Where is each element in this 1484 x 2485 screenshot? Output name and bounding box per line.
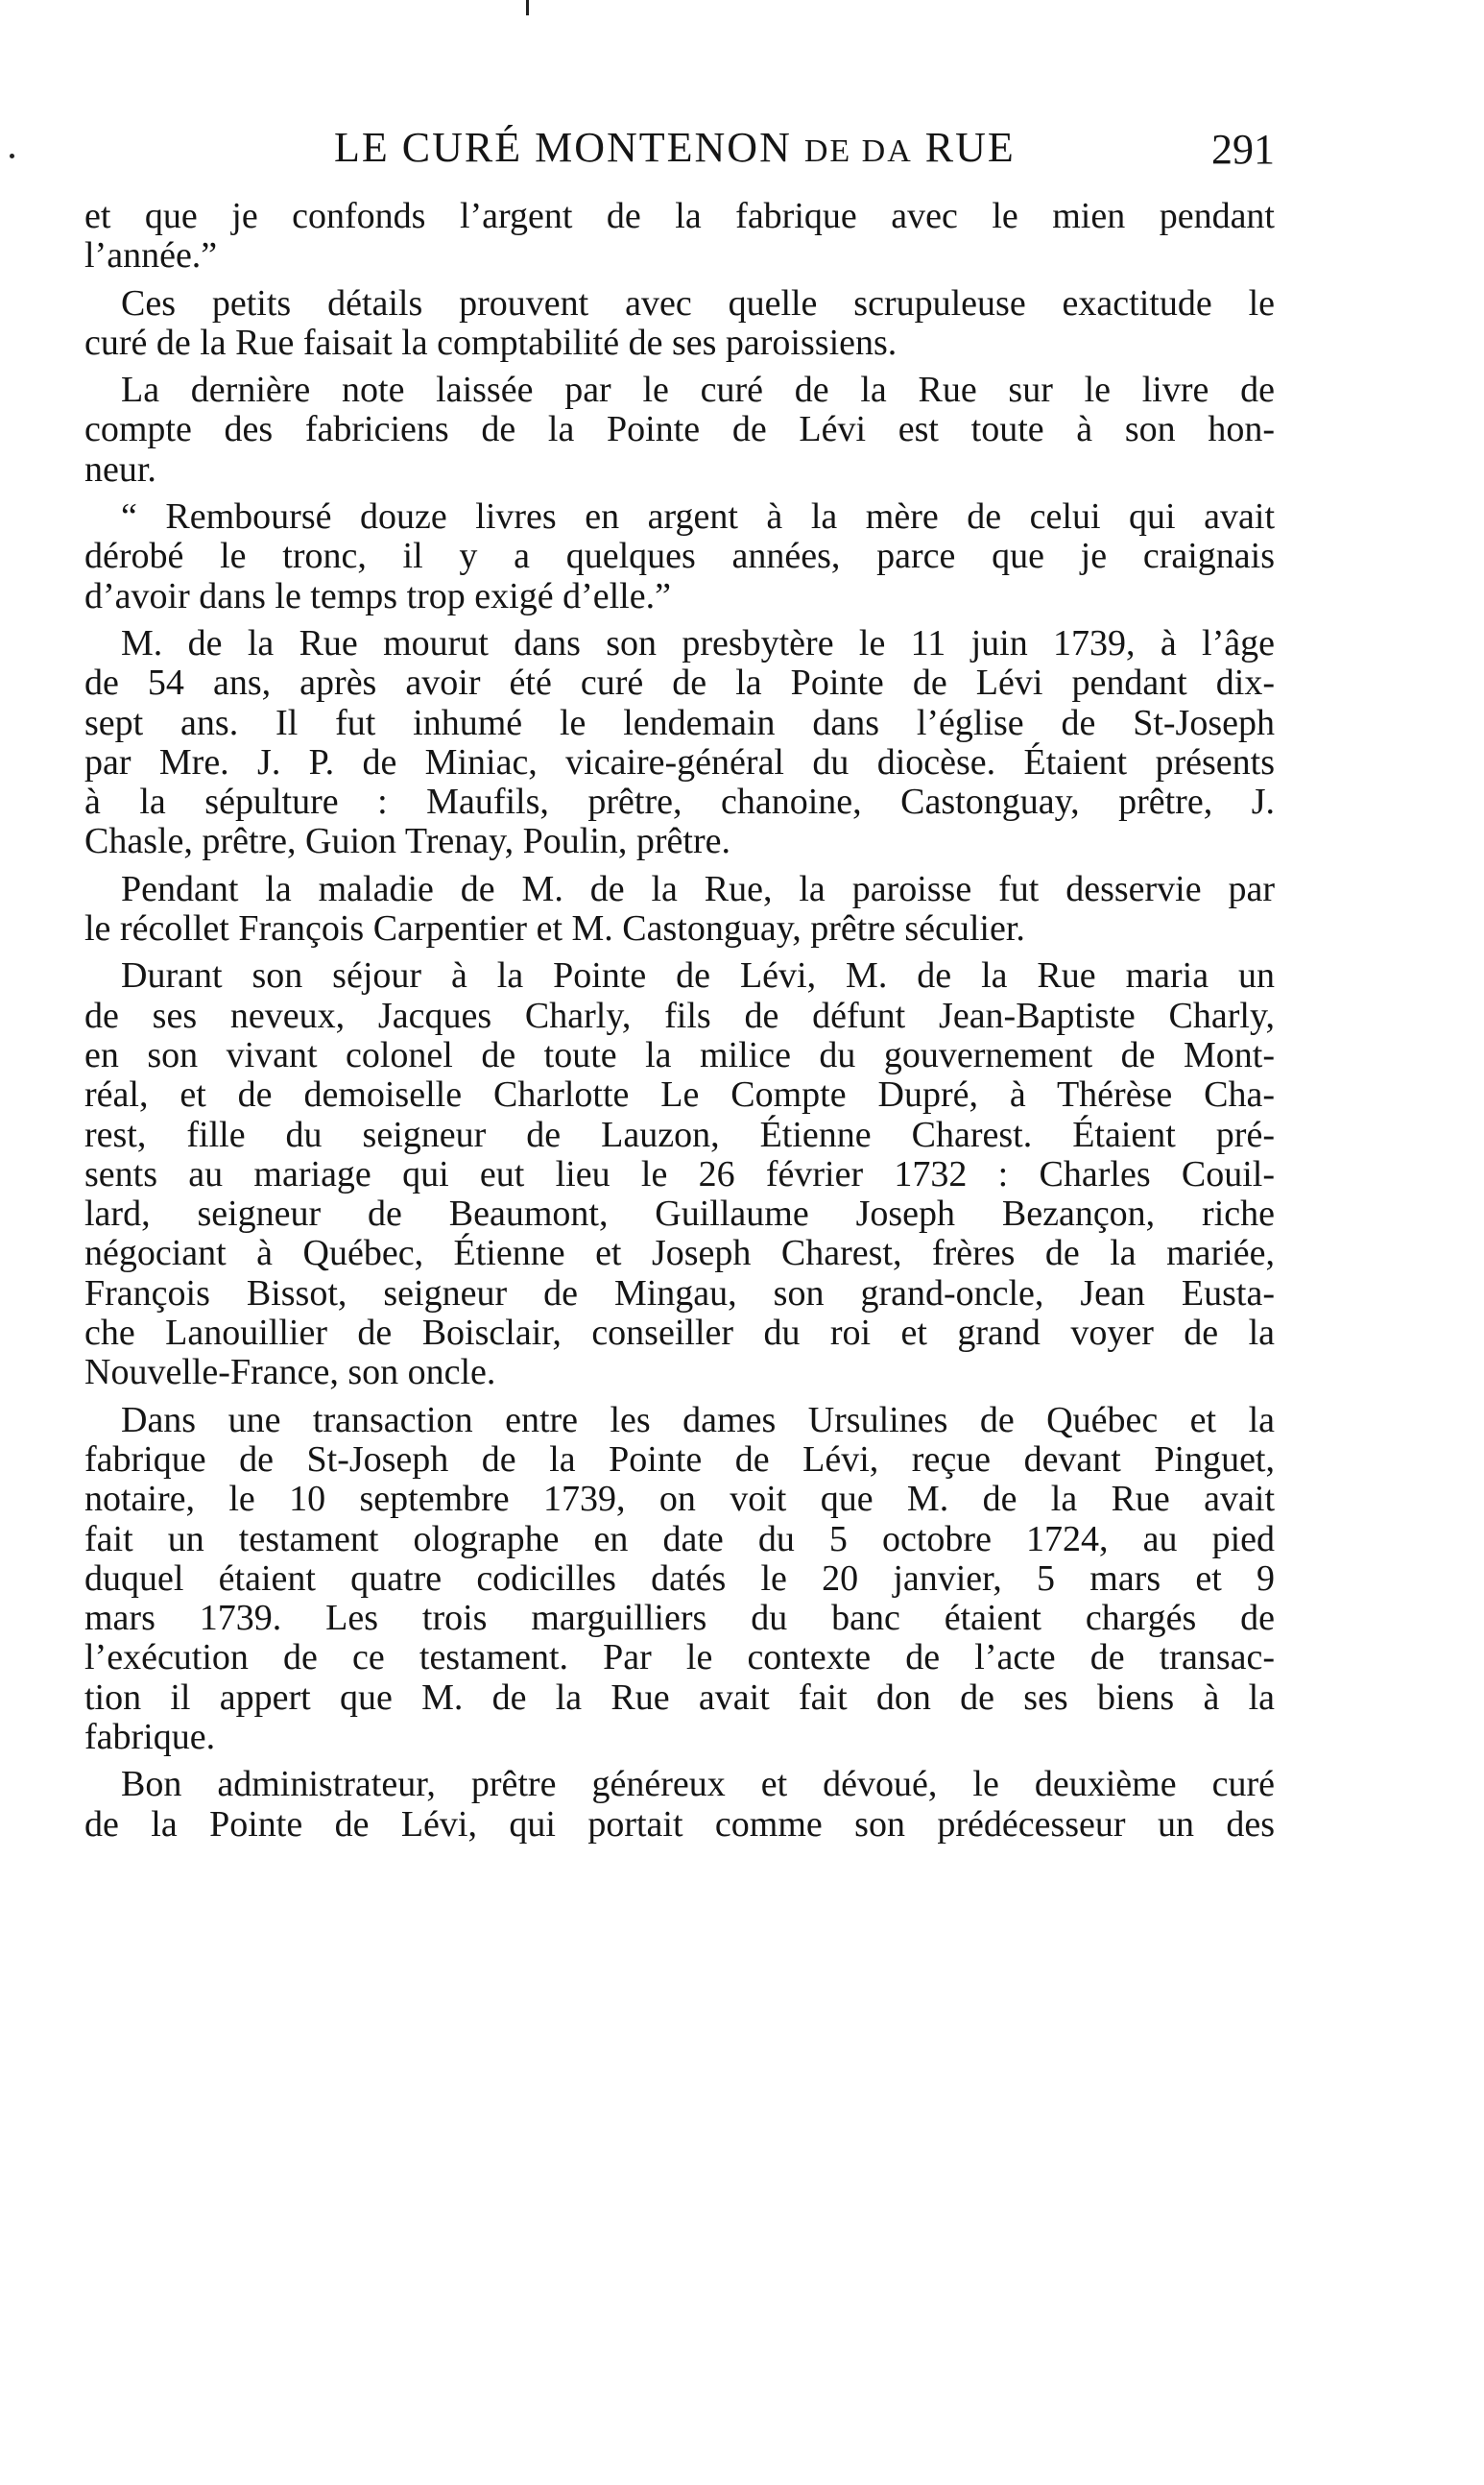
text-line: compte des fabriciens de la Pointe de Lévi est toute à son hon-	[84, 409, 1275, 450]
paragraph	[84, 197, 1275, 277]
text-line: fait un testament olographe en date du 5 octobre 1724, au pied	[84, 1518, 1275, 1559]
text-line: tion il appert que M. de la Rue avait fait don de ses biens à la	[84, 1677, 1275, 1718]
paragraph	[84, 497, 1275, 616]
text-line: “ Remboursé douze livres en argent à la mère de celui qui avait	[121, 496, 1275, 538]
text-line: Ces petits détails prouvent avec quelle scrupuleuse exactitude le	[121, 282, 1275, 324]
text-line: négociant à Québec, Étienne et Joseph Charest, frères de la mariée,	[84, 1233, 1275, 1274]
text-line: Bon administrateur, prêtre généreux et dévoué, le deuxième curé	[121, 1764, 1275, 1805]
running-title-end: RUE	[924, 124, 1016, 171]
text-line: le récollet François Carpentier et M. Castonguay, prêtre séculier.	[84, 908, 1025, 950]
paragraph	[84, 1401, 1275, 1758]
text-line: fabrique.	[84, 1716, 216, 1757]
text-line: notaire, le 10 septembre 1739, on voit que M. de la Rue avait	[84, 1479, 1275, 1520]
text-line: de 54 ans, après avoir été curé de la Pointe de Lévi pendant dix-	[84, 663, 1275, 704]
margin-dot	[10, 154, 14, 158]
text-line: neur.	[84, 448, 156, 490]
text-line: l’exécution de ce testament. Par le contexte de l’acte de transac-	[84, 1637, 1275, 1678]
text-line: Chasle, prêtre, Guion Trenay, Poulin, prêtre.	[84, 821, 730, 862]
running-head	[84, 123, 1275, 181]
text-line: Durant son séjour à la Pointe de Lévi, M. de la Rue maria un	[121, 955, 1275, 997]
paragraph	[84, 284, 1275, 364]
text-line: mars 1739. Les trois marguilliers du banc étaient chargés de	[84, 1598, 1275, 1639]
text-line: sept ans. Il fut inhumé le lendemain dans l’église de St-Joseph	[84, 702, 1275, 743]
text-line: Dans une transaction entre les dames Ursulines de Québec et la	[121, 1399, 1275, 1440]
text-line: La dernière note laissée par le curé de la Rue sur le livre de	[121, 370, 1275, 411]
text-line: l’année.”	[84, 235, 218, 277]
paragraph	[84, 956, 1275, 1392]
text-line: de la Pointe de Lévi, qui portait comme son prédécesseur un des	[84, 1803, 1275, 1845]
paragraph	[84, 870, 1275, 950]
paragraph	[84, 371, 1275, 490]
paragraph	[84, 624, 1275, 862]
text-line: dérobé le tronc, il y a quelques années, parce que je craignais	[84, 536, 1275, 577]
text-line: sents au mariage qui eut lieu le 26 février 1732 : Charles Couil-	[84, 1153, 1275, 1194]
running-title	[334, 123, 1016, 172]
text-line: à la sépulture : Maufils, prêtre, chanoine, Castonguay, prêtre, J.	[84, 782, 1275, 823]
running-title-small-caps: DE DA	[803, 133, 913, 169]
text-line: réal, et de demoiselle Charlotte Le Compte Dupré, à Thérèse Cha-	[84, 1074, 1275, 1116]
text-line: Pendant la maladie de M. de la Rue, la paroisse fut desservie par	[121, 868, 1275, 909]
text-line: de ses neveux, Jacques Charly, fils de défunt Jean-Baptiste Charly,	[84, 995, 1275, 1036]
running-title-main: LE CURÉ MONTENON	[334, 124, 792, 171]
text-line: duquel étaient quatre codicilles datés le 20 janvier, 5 mars et 9	[84, 1557, 1275, 1599]
text-line: François Bissot, seigneur de Mingau, son grand-oncle, Jean Eusta-	[84, 1272, 1275, 1314]
text-line: d’avoir dans le temps trop exigé d’elle.”	[84, 575, 671, 616]
text-line: lard, seigneur de Beaumont, Guillaume Joseph Bezançon, riche	[84, 1194, 1275, 1235]
text-line: che Lanouillier de Boisclair, conseiller du roi et grand voyer de la	[84, 1313, 1275, 1354]
text-line: Nouvelle-France, son oncle.	[84, 1352, 496, 1393]
text-line: rest, fille du seigneur de Lauzon, Étienne Charest. Étaient pré-	[84, 1114, 1275, 1155]
paragraph	[84, 1765, 1275, 1845]
text-line: en son vivant colonel de toute la milice du gouvernement de Mont-	[84, 1034, 1275, 1075]
top-edge-mark	[526, 0, 529, 15]
body-text	[84, 197, 1275, 1852]
text-line: par Mre. J. P. de Miniac, vicaire-général du diocèse. Étaient présents	[84, 741, 1275, 783]
page-number: 291	[1211, 126, 1275, 173]
text-line: M. de la Rue mourut dans son presbytère le 11 juin 1739, à l’âge	[121, 622, 1275, 663]
text-line: curé de la Rue faisait la comptabilité de ses paroissiens.	[84, 322, 898, 363]
text-line: et que je confonds l’argent de la fabrique avec le mien pendant	[84, 196, 1275, 236]
text-line: fabrique de St-Joseph de la Pointe de Lévi, reçue devant Pinguet,	[84, 1438, 1275, 1480]
